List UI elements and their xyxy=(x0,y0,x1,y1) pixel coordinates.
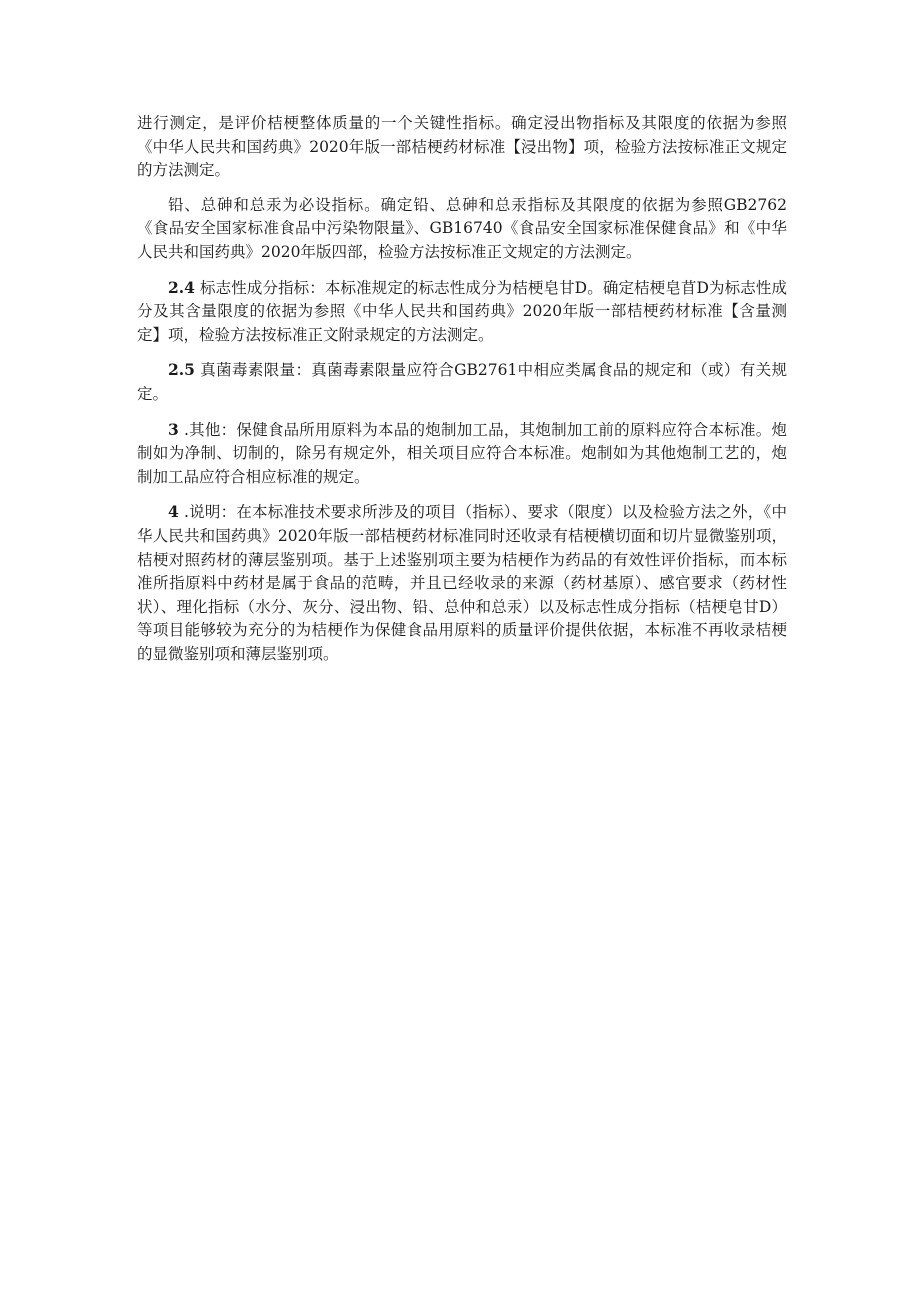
paragraph-text: .说明：在本标准技术要求所涉及的项目（指标）、要求（限度）以及检验方法之外，《中华人民共和国药典》2020年版一部桔梗药材标准同时还收录有桔梗横切面和切片显微鉴别项，桔梗对照药材的薄层鉴别项。基于上述鉴别项主要为桔梗作为药品的有效性评价指标，而本标准所指原料中药材是属于食品的范畴，并且已经收录的来源（药材基原）、感官要求（药材性状）、理化指标（水分、灰分、浸出物、铅、总仲和总汞）以及标志性成分指标（桔梗皂甘D）等项目能够较为充分的为桔梗作为保健食品用原料的质量评价提供依据，本标准不再收录桔梗的显微鉴别项和薄层鉴别项。 xyxy=(137,503,787,663)
paragraph-text: .其他：保健食品所用原料为本品的炮制加工品，其炮制加工前的原料应符合本标准。炮制如为净制、切制的，除另有规定外，相关项目应符合本标准。炮制如为其他炮制工艺的，炮制加工品应符合相应标准的规定。 xyxy=(137,420,787,486)
paragraph-heavy-metals xyxy=(137,194,787,265)
paragraph-text: 铅、总砷和总汞为必设指标。确定铅、总砷和总汞指标及其限度的依据为参照GB2762《食品安全国家标准食品中污染物限量》、GB16740《食品安全国家标准保健食品》和《中华人民共和国药典》2020年版四部，检验方法按标准正文规定的方法测定。 xyxy=(137,195,787,261)
paragraph-marker-component xyxy=(137,276,787,348)
paragraph-mycotoxin xyxy=(137,358,787,406)
section-number: 4 xyxy=(168,502,179,522)
paragraph-text: 标志性成分指标：本标准规定的标志性成分为桔梗皂甘D。确定桔梗皂苜D为标志性成分及其含量限度的依据为参照《中华人民共和国药典》2020年版一部桔梗药材标准【含量测定】项，检验方法按标准正文附录规定的方法测定。 xyxy=(137,278,787,344)
section-number: 2.4 xyxy=(168,277,195,297)
paragraph-other xyxy=(137,418,787,490)
paragraph-extract-basis xyxy=(137,112,787,183)
section-number: 2.5 xyxy=(168,360,195,380)
section-number: 3 xyxy=(168,419,179,439)
paragraph-text: 进行测定，是评价桔梗整体质量的一个关键性指标。确定浸出物指标及其限度的依据为参照《中华人民共和国药典》2020年版一部桔梗药材标准【浸出物】项，检验方法按标准正文规定的方法测定。 xyxy=(137,114,787,180)
paragraph-explanation xyxy=(137,500,787,666)
document-body xyxy=(137,112,787,677)
paragraph-text: 真菌毒素限量：真菌毒素限量应符合GB2761中相应类属食品的规定和（或）有关规定。 xyxy=(137,361,787,403)
